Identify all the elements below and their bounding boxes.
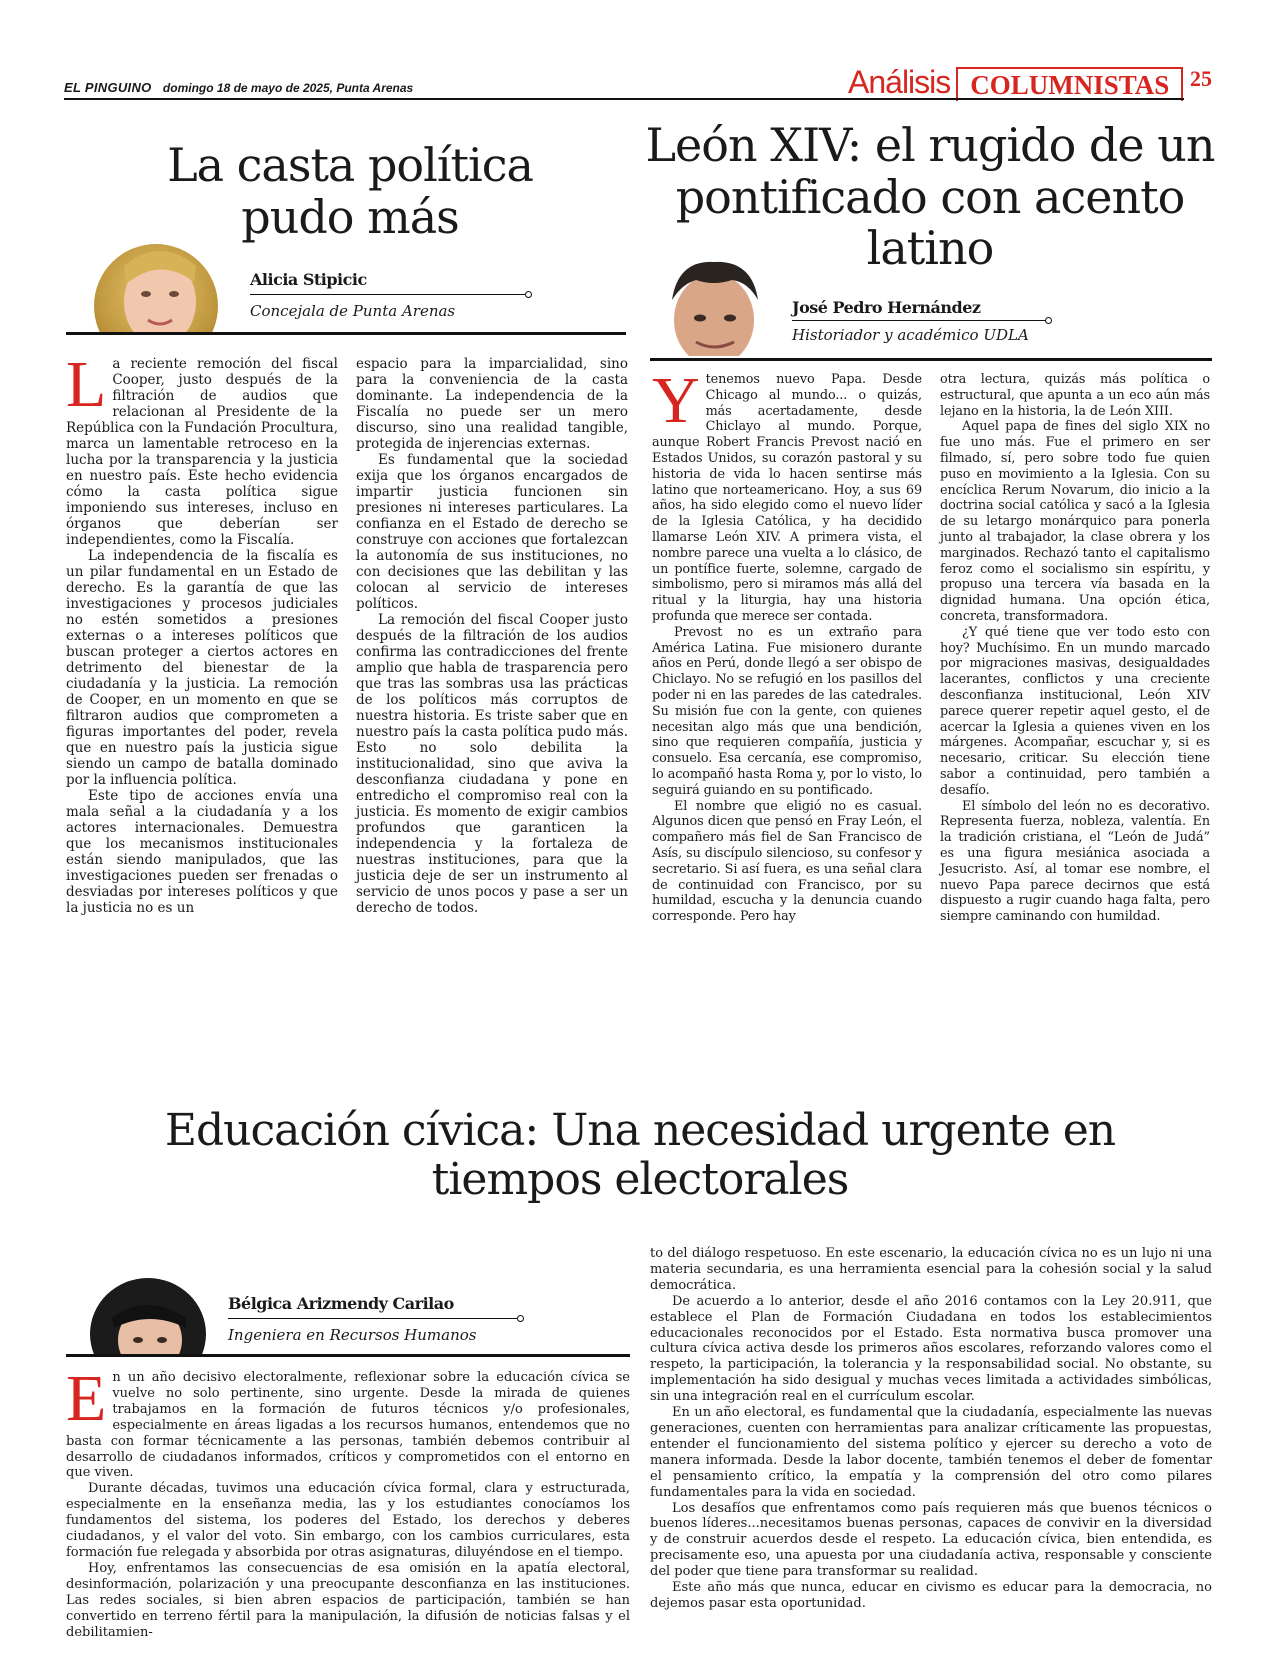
paragraph: La remoción del fiscal Cooper justo después de la filtración de los audios confirma las contradicciones del frente amplio que habla de trasparencia pero que tras las sombras usa las prácticas de los políticos más corruptos de nuestra historia. Es triste saber que en nuestro país la casta política pudo más. Esto no solo debilita la institucionalidad, sino que aviva la desconfianza ciudadana y pone en entredicho el compromiso real con la justicia. Es momento de exigir cambios profundos que garanticen la independencia y la fortaleza de nuestras instituciones, para que la justicia deje de ser un instrumento al servicio de unos pocos y pase a ser un derecho de todos. [356,612,628,916]
paragraph: Aquel papa de fines del siglo XIX no fue uno más. Fue el primero en ser filmado, sí, pero sobre todo fue quien puso en movimiento a la Iglesia. Con su encíclica Rerum Novarum, dio inicio a la doctrina social católica y sacó a la Iglesia de su letargo monárquico para ponerla junto al trabajador, la clase obrera y los marginados. Rechazó tanto el capitalismo feroz como el socialismo sin espíritu, y propuso una tercera vía basada en la dignidad humana. Una opción ética, concreta, transformadora. [940,419,1210,624]
paragraph: a reciente remoción del fiscal Cooper, justo después de la filtración de audios que relacionan al Presidente de la República con la Fundación Procultura, marca un lamentable retroceso en la lucha por la transparencia y la justicia en nuestro país. Este hecho evidencia cómo la casta política sigue imponiendo sus intereses, incluso en órganos que deberían ser independientes, como la Fiscalía. [66,356,338,548]
paragraph: Este tipo de acciones envía una mala señal a la ciudadanía y a los actores internacionales. Demuestra que los mecanismos institucionales están siendo manipulados, que las investigaciones pueden ser frenadas o desviadas por intereses políticos y que la justicia no es un [66,788,338,916]
article1-role: Concejala de Punta Arenas [250,302,456,320]
article3-role: Ingeniera en Recursos Humanos [228,1326,477,1344]
article2-role: Historiador y académico UDLA [792,326,1029,344]
article1-author-rule [250,294,528,295]
masthead [64,80,413,95]
newspaper-brand: EL PINGUINO [64,80,152,95]
paragraph: n un año decisivo electoralmente, reflexionar sobre la educación cívica se vuelve no solo pertinente, sino urgente. Desde la mirada de quienes trabajamos en la formación de futuros técnicos y/o profesionales, especialmente en áreas ligadas a los recursos humanos, entendemos que no basta con formar técnicamente a las personas, también debemos contribuir al desarrollo de ciudadanos informados, críticos y comprometidos con el entorno en que viven. [66,1370,630,1481]
paragraph: Es fundamental que la sociedad exija que los órganos encargados de impartir justicia funcionen sin presiones ni intereses particulares. La confianza en el Estado de derecho se construye con acciones que fortalezcan la autonomía de sus instituciones, no con decisiones que las debilitan y las colocan al servicio de intereses políticos. [356,452,628,612]
paragraph: De acuerdo a lo anterior, desde el año 2016 contamos con la Ley 20.911, que establece el Plan de Formación Ciudadana en todos los establecimientos educacionales reconocidos por el Estado. Esta normativa busca promover una cultura cívica activa desde los primeros años escolares, reforzando valores como el respeto, la participación, la tolerancia y la responsabilidad social. No obstante, su implementación ha sido desigual y muchas veces limitada a actividades simbólicas, sin una integración real en el currículum escolar. [650,1293,1212,1405]
article1-rule [66,332,626,335]
dateline: domingo 18 de mayo de 2025, Punta Arenas [162,81,414,95]
article1-author: Alicia Stipicic [250,270,367,289]
paragraph: ¿Y qué tiene que ver todo esto con hoy? Muchísimo. En un mundo marcado por migraciones masivas, desigualdades lacerantes, conflictos y una creciente desconfianza institucional, León XIV parece querer repetir aquel gesto, el de acercar la Iglesia a quienes viven en los márgenes. Acompañar, escuchar y, si es necesario, criticar. Su elección tiene sabor a continuidad, pero también a desafío. [940,624,1210,798]
article1-dropcap: L [66,348,107,421]
article3-author: Bélgica Arizmendy Carilao [228,1294,454,1313]
section-columnistas: COLUMNISTAS [956,67,1183,101]
paragraph: El símbolo del león no es decorativo. Representa fuerza, nobleza, valentía. En la tradición cristiana, el “León de Judá” es una figura mesiánica asociada a Jesucristo. Así, al tomar ese nombre, el nuevo Papa parece decirnos que está dispuesto a rugir cuando haga falta, pero siempre caminando con humildad. [940,798,1210,925]
article3-portrait [86,1278,210,1354]
author-photo-icon [84,236,224,332]
article3-column-1 [66,1362,630,1640]
author-photo-icon [86,1278,210,1354]
article3-rule [66,1354,630,1357]
article1-title: La casta política pudo más [167,138,533,244]
paragraph: Los desafíos que enfrentamos como país requieren más que buenos técnicos o buenos líderes...necesitamos buenas personas, capaces de convivir en la diversidad y de construir acuerdos desde el respeto. La educación cívica, bien entendida, es precisamente eso, una apuesta por una ciudadanía activa, responsable y consciente del poder que tiene para transformar su realidad. [650,1500,1212,1580]
article2-author: José Pedro Hernández [792,298,981,317]
article2-column-1 [652,364,922,925]
paragraph: El nombre que eligió no es casual. Algunos dicen que pensó en Fray León, el compañero más fiel de San Francisco de Asís, su discípulo silencioso, su confesor y secretario. Si así fuera, es una señal clara de continuidad con Francisco, por su humildad, escucha y la denuncia cuando corresponde. Pero hay [652,798,922,925]
header-rule [64,98,1184,100]
article2-portrait [652,256,776,356]
section-analisis: Análisis [848,64,951,100]
paragraph: En un año electoral, es fundamental que la ciudadanía, especialmente las nuevas generaciones, cuenten con herramientas para analizar críticamente las propuestas, entender el funcionamiento del sistema político y ejercer su derecho a voto de manera informada. Desde la labor docente, también tenemos el deber de fomentar el pensamiento crítico, la empatía y la comprensión del otro como pilares fundamentales para la vida en sociedad. [650,1405,1212,1500]
paragraph: espacio para la imparcialidad, sino para la conveniencia de la casta dominante. La independencia de la Fiscalía no puede ser un mero discurso, sino una realidad tangible, protegida de injerencias externas. [356,356,628,452]
paragraph: Prevost no es un extraño para América Latina. Fue misionero durante años en Perú, donde llegó a ser obispo de Chiclayo. No se refugió en los pasillos del poder ni en las paredes de las catedrales. Su misión fue con la gente, con quienes necesitan algo más que una bendición, sino que requieren compañía, justicia y consuelo. Esa cercanía, ese compromiso, lo acompañó hasta Roma y, por lo visto, lo seguirá guiando en su pontificado. [652,624,922,798]
paragraph: tenemos nuevo Papa. Desde Chicago al mundo... o quizás, más acertadamente, desde Chiclayo al mundo. Porque, aunque Robert Francis Prevost nació en Estados Unidos, su corazón pastoral y su historia de vida lo hacen sentirse más latino que norteamericano. Hoy, a sus 69 años, ha sido elegido como el nuevo líder de la Iglesia Católica, y ha decidido llamarse León XIV. A primera vista, el nombre parece una vuelta a lo clásico, de un pontífice fuerte, solemne, cargado de simbolismo, pero si miramos más allá del ritual y la liturgia, hay una historia profunda que merece ser contada. [652,372,922,624]
article1-column-1 [66,348,338,916]
paragraph: La independencia de la fiscalía es un pilar fundamental en un Estado de derecho. Es la garantía de que las investigaciones y procesos judiciales no estén sometidos a presiones externas o a intereses políticos que buscan proteger a ciertos actores en detrimento del bienestar de la ciudadanía y la justicia. La remoción de Cooper, en un momento en que se filtraron audios que comprometen a figuras importantes del poder, revela que en nuestro país la justicia sigue siendo un campo de batalla dominado por la influencia política. [66,548,338,788]
article3-dropcap: E [66,1362,107,1435]
article2-rule [650,358,1212,361]
paragraph: to del diálogo respetuoso. En este escenario, la educación cívica no es un lujo ni una materia secundaria, es una herramienta esencial para la cohesión social y la salud democrática. [650,1246,1212,1293]
article2-dropcap: Y [652,364,700,437]
article2-column-2 [940,372,1210,925]
section-tag [848,64,1183,100]
page-number: 25 [1190,66,1212,91]
article3-title: Educación cívica: Una necesidad urgente en tiempos electorales [164,1105,1116,1206]
article3-author-rule [228,1318,520,1319]
paragraph: Durante décadas, tuvimos una educación cívica formal, clara y estructurada, especialmente en la enseñanza media, las y los estudiantes conocíamos los fundamentos del sistema, los poderes del Estado, los derechos y deberes ciudadanos, y el valor del voto. Sin embargo, con los cambios curriculares, esta formación fue relegada y absorbida por otras asignaturas, diluyéndose en el tiempo. [66,1481,630,1560]
author-photo-icon [652,256,776,356]
article2-author-rule [792,320,1048,321]
paragraph: Hoy, enfrentamos las consecuencias de esa omisión en la apatía electoral, desinformación, polarización y una preocupante desconfianza en las instituciones. Las redes sociales, si bien abren espacios de participación, también se han convertido en terreno fértil para la manipulación, la difusión de noticias falsas y el debilitamien- [66,1560,630,1640]
paragraph: Este año más que nunca, educar en civismo es educar para la democracia, no dejemos pasar esta oportunidad. [650,1580,1212,1611]
article1-column-2 [356,356,628,916]
article1-portrait [84,236,224,332]
article3-column-2 [650,1246,1212,1612]
article2-title: León XIV: el rugido de un pontificado con acento latino [645,118,1215,276]
paragraph: otra lectura, quizás más política o estructural, que apunta a un eco aún más lejano en la historia, la de León XIII. [940,372,1210,419]
